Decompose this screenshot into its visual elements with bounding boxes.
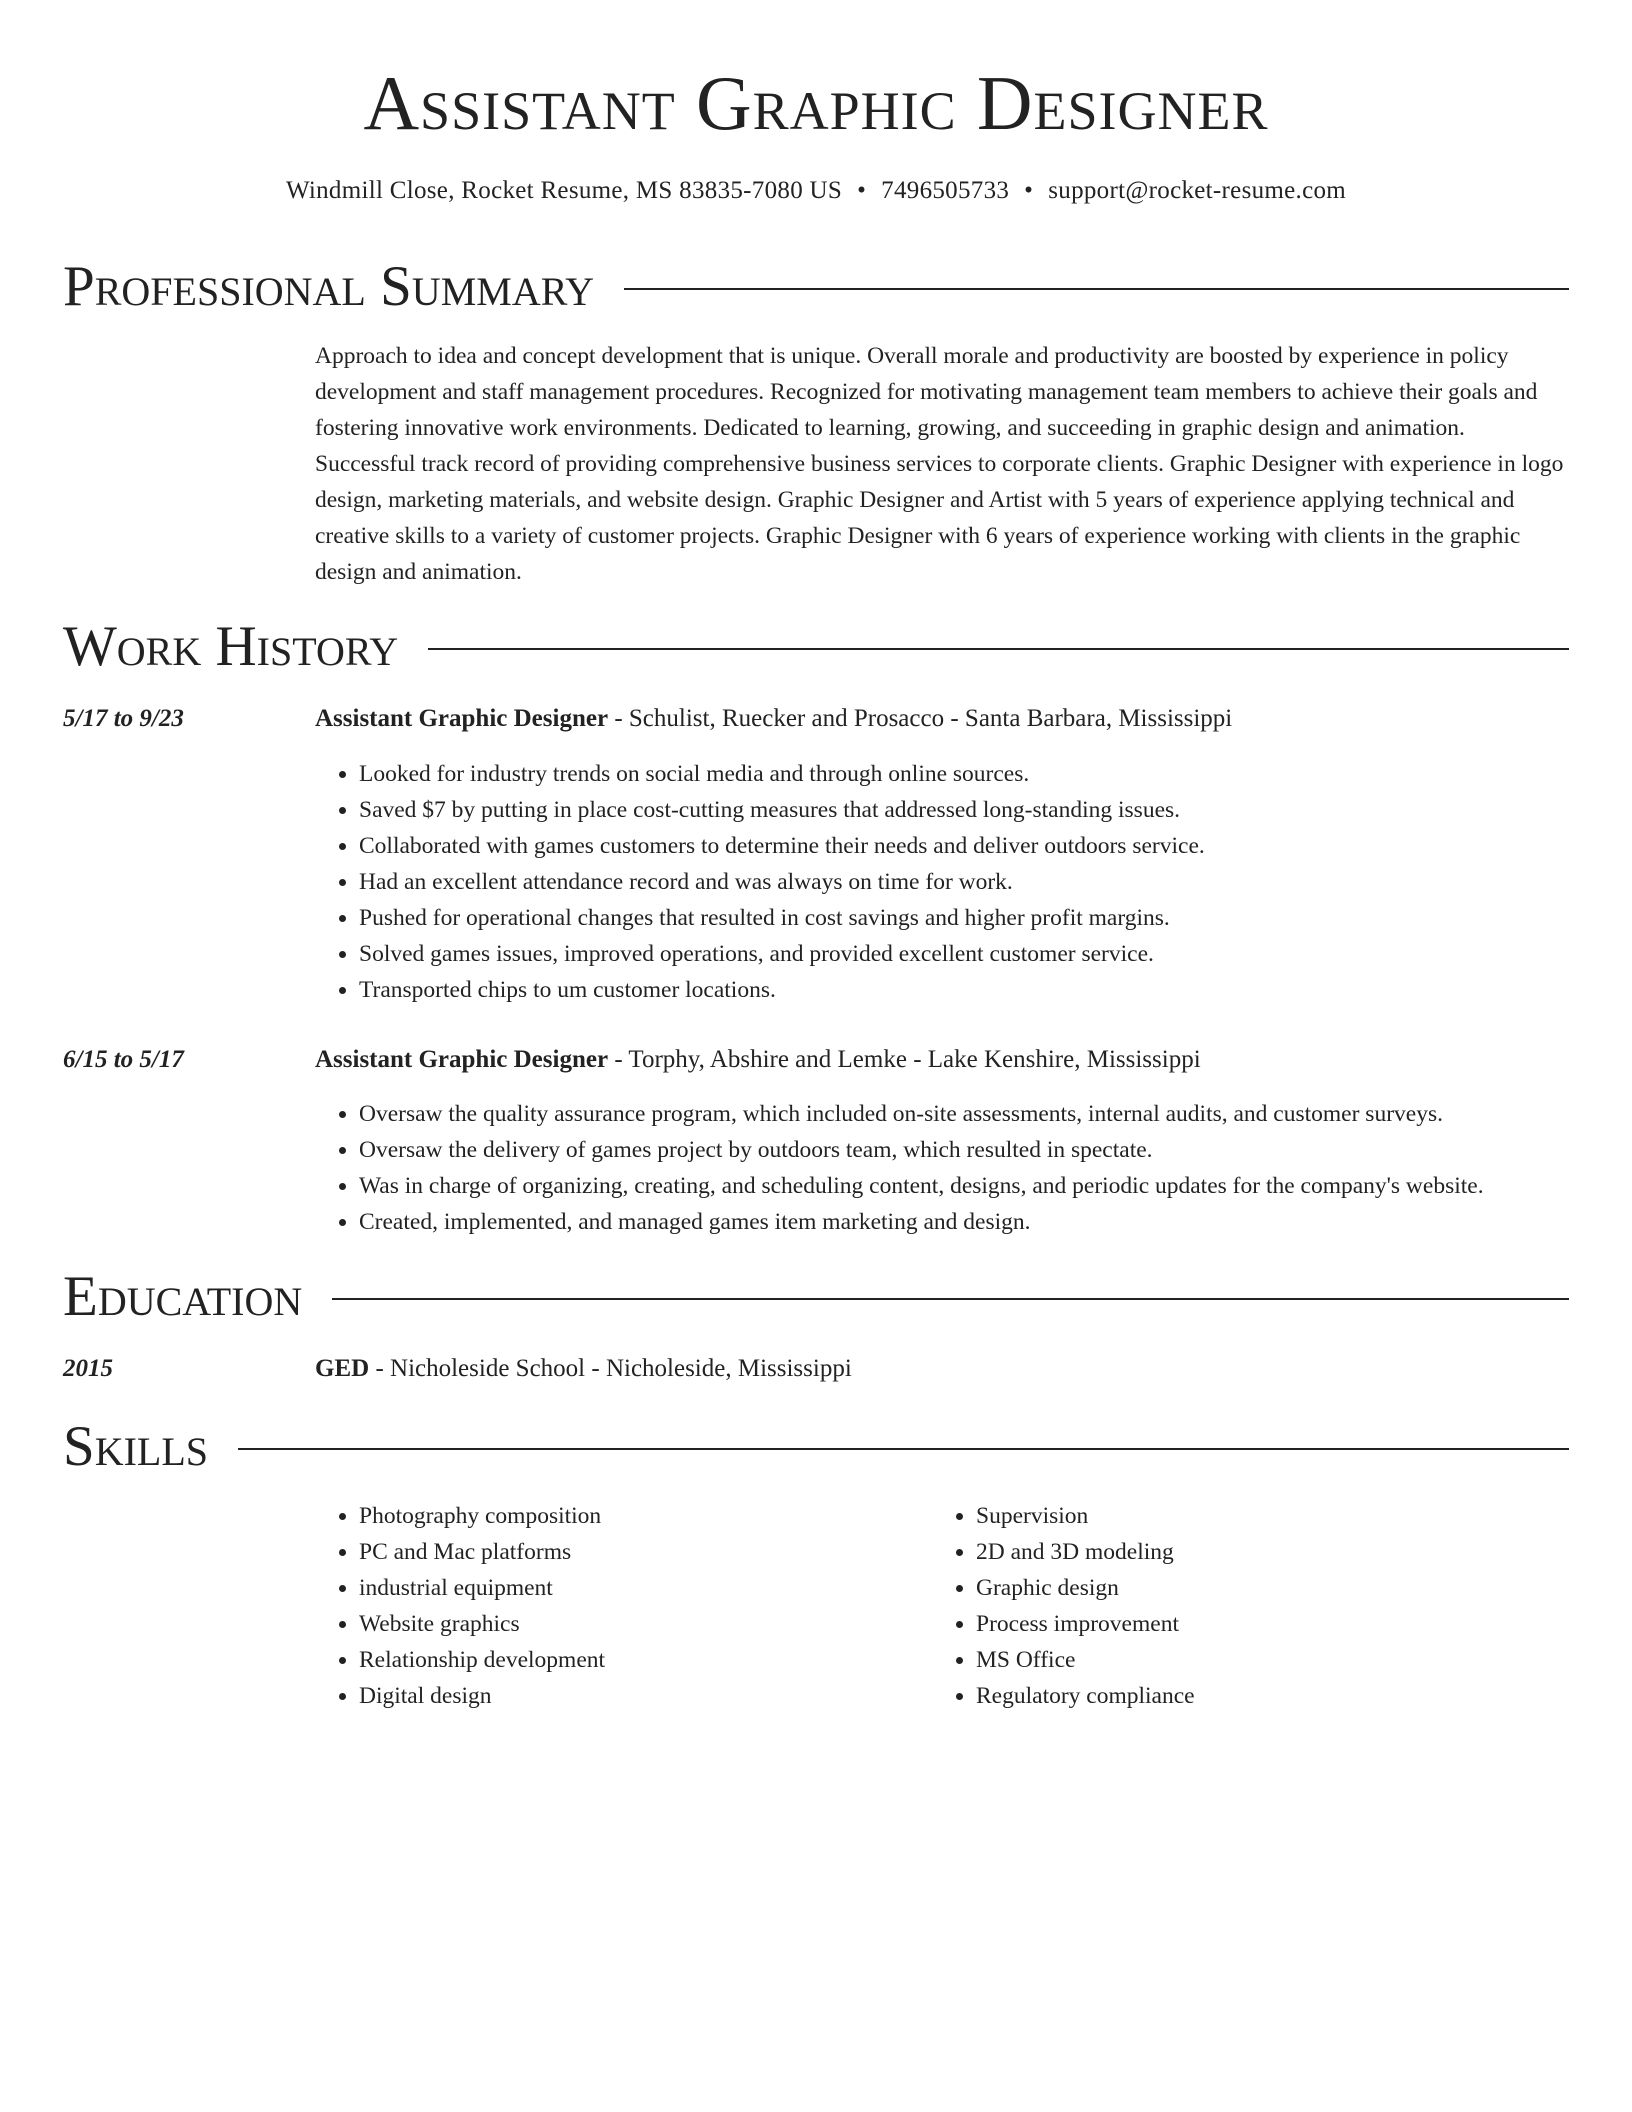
- contact-separator: •: [1024, 177, 1034, 204]
- skill-item: • Photography composition: [359, 1498, 919, 1534]
- job-title: Assistant Graphic Designer: [315, 1046, 609, 1073]
- job-heading: [315, 702, 1232, 736]
- skill-item: • Digital design: [359, 1678, 919, 1714]
- skills-section-title: Skills: [63, 1412, 238, 1482]
- job-employer: - Torphy, Abshire and Lemke - Lake Kenshire, Mississippi: [608, 1046, 1201, 1073]
- skill-item: • Supervision: [976, 1498, 1536, 1534]
- work-section-title: Work History: [63, 612, 428, 682]
- job-bullet: • Was in charge of organizing, creating, and scheduling content, designs, and periodic updates for the company's website.: [359, 1168, 1609, 1204]
- job-dates: 6/15 to 5/17: [63, 1046, 184, 1073]
- job-bullet: • Pushed for operational changes that resulted in cost savings and higher profit margins.: [359, 900, 1609, 936]
- job-bullet: • Transported chips to um customer locations.: [359, 972, 1609, 1008]
- education-school: - Nicholeside School - Nicholeside, Mississippi: [369, 1355, 852, 1382]
- job-bullets: [315, 1096, 1609, 1240]
- job-employer: - Schulist, Ruecker and Prosacco - Santa Barbara, Mississippi: [608, 705, 1233, 732]
- summary-section-title: Professional Summary: [63, 252, 624, 322]
- skill-item: • 2D and 3D modeling: [976, 1534, 1536, 1570]
- job-bullet: • Created, implemented, and managed games item marketing and design.: [359, 1204, 1609, 1240]
- education-degree: GED: [315, 1355, 370, 1382]
- job-bullet: • Solved games issues, improved operations, and provided excellent customer service.: [359, 936, 1609, 972]
- skill-item: • Regulatory compliance: [976, 1678, 1536, 1714]
- job-bullets: [315, 756, 1609, 1008]
- job-title: Assistant Graphic Designer: [315, 705, 609, 732]
- education-entry: [315, 1352, 852, 1386]
- job-bullet: • Had an excellent attendance record and was always on time for work.: [359, 864, 1609, 900]
- contact-address: Windmill Close, Rocket Resume, MS 83835-7080 US: [285, 177, 843, 204]
- section-divider: [63, 1448, 1569, 1450]
- skill-item: • industrial equipment: [359, 1570, 919, 1606]
- skills-list-right: [932, 1498, 1536, 1714]
- contact-email: support@rocket-resume.com: [1048, 177, 1347, 204]
- contact-phone: 7496505733: [881, 177, 1010, 204]
- job-heading: [315, 1043, 1201, 1077]
- skill-item: • Relationship development: [359, 1642, 919, 1678]
- skills-section-header: [63, 1412, 1569, 1482]
- education-section-header: [63, 1262, 1569, 1332]
- job-bullet: • Looked for industry trends on social media and through online sources.: [359, 756, 1609, 792]
- summary-text: Approach to idea and concept development that is unique. Overall morale and productivity are boosted by experience in policy development and staff management procedures. Recognized for motivating management team members to achieve their goals and fostering innovative work environments. Dedicated to learning, growing, and succeeding in graphic design and animation. Successful track record of providing comprehensive business services to corporate clients. Graphic Designer with experience in logo design, marketing materials, and website design. Graphic Designer and Artist with 5 years of experience applying technical and creative skills to a variety of customer projects. Graphic Designer with 6 years of experience working with clients in the graphic design and animation.: [315, 343, 1564, 585]
- resume-name: Assistant Graphic Designer: [363, 60, 1269, 146]
- skills-list-left: [315, 1498, 919, 1714]
- contact-separator: •: [857, 177, 867, 204]
- summary-section-header: [63, 252, 1569, 322]
- job-bullet: • Saved $7 by putting in place cost-cutting measures that addressed long-standing issues.: [359, 792, 1609, 828]
- job-bullet: • Collaborated with games customers to determine their needs and deliver outdoors service.: [359, 828, 1609, 864]
- work-section-header: [63, 612, 1569, 682]
- skill-item: • Website graphics: [359, 1606, 919, 1642]
- job-dates: 5/17 to 9/23: [63, 705, 184, 732]
- job-bullet: • Oversaw the quality assurance program, which included on-site assessments, internal audits, and customer surveys.: [359, 1096, 1609, 1132]
- job-bullet: • Oversaw the delivery of games project by outdoors team, which resulted in spectate.: [359, 1132, 1609, 1168]
- skill-item: • Graphic design: [976, 1570, 1536, 1606]
- education-section-title: Education: [63, 1262, 332, 1332]
- skill-item: • PC and Mac platforms: [359, 1534, 919, 1570]
- skill-item: • MS Office: [976, 1642, 1536, 1678]
- contact-line: [0, 174, 1632, 208]
- skill-item: • Process improvement: [976, 1606, 1536, 1642]
- education-year: 2015: [63, 1355, 113, 1382]
